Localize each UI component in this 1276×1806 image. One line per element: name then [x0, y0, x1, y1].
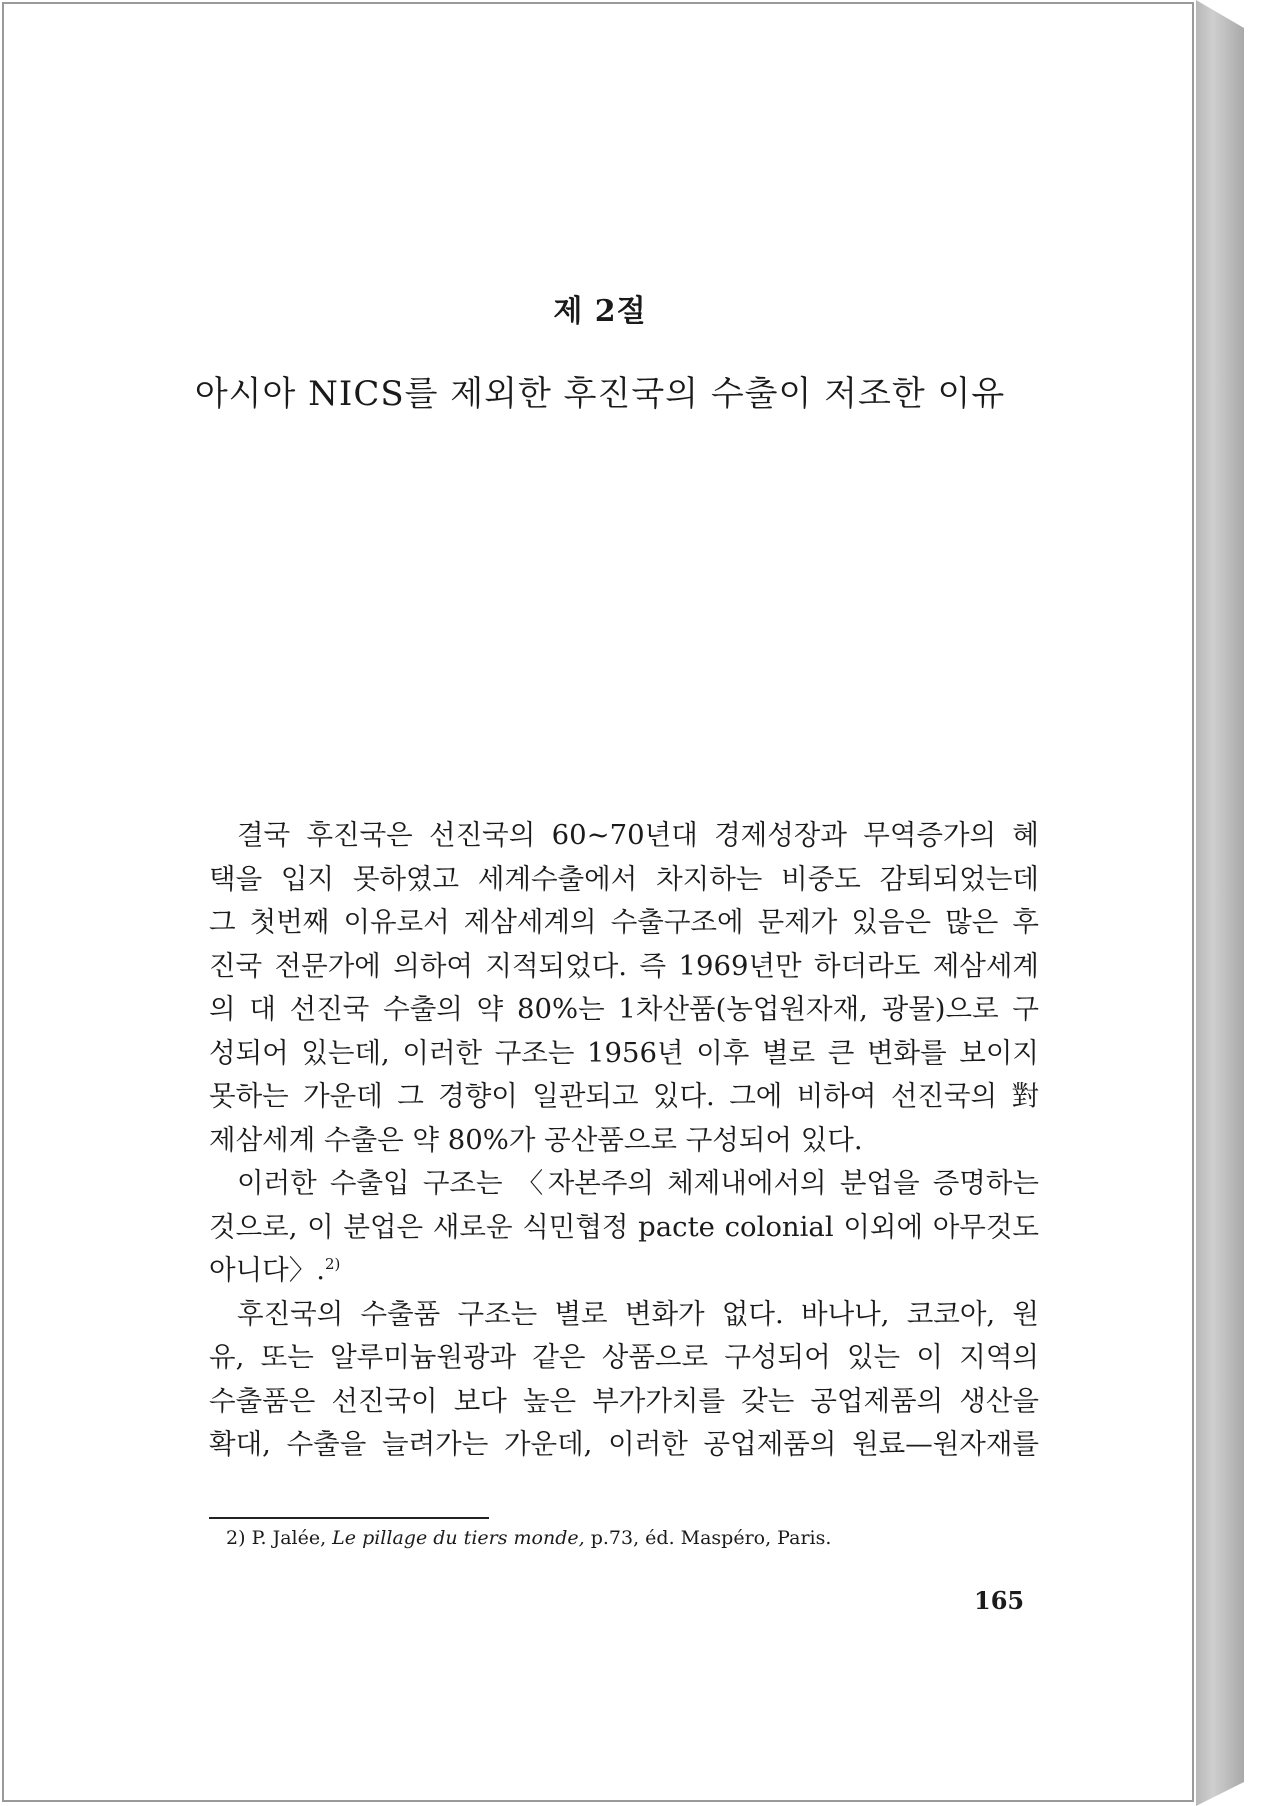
text-line: 그 첫번째 이유로서 제삼세계의 수출구조에 문제가 있음은 많은 후	[209, 906, 1039, 938]
text-line: 유, 또는 알루미늄원광과 같은 상품으로 구성되어 있는 이 지역의	[209, 1341, 1039, 1373]
text-line: 제삼세계 수출은 약 80%가 공산품으로 구성되어 있다.	[209, 1123, 863, 1156]
section-number: 제 2절	[553, 294, 647, 329]
section-title: 아시아 NICS를 제외한 후진국의 수출이 저조한 이유	[194, 374, 1006, 414]
text-line: 성되어 있는데, 이러한 구조는 1956년 이후 별로 큰 변화를 보이지	[209, 1036, 1039, 1069]
page-number: 165	[974, 1586, 1025, 1615]
footnote-divider	[209, 1517, 489, 1519]
text-line: 후진국의 수출품 구조는 별로 변화가 없다. 바나나, 코코아, 원	[237, 1297, 1039, 1330]
footnote-author: P. Jalée,	[251, 1527, 327, 1549]
text-line-with-footnote	[209, 1249, 1039, 1293]
text-line: 확대, 수출을 늘려가는 가운데, 이러한 공업제품의 원료—원자재를	[209, 1428, 1039, 1460]
footnote-marker: 2)	[226, 1527, 246, 1549]
text-line: 진국 전문가에 의하여 지적되었다. 즉 1969년만 하더라도 제삼세계	[209, 949, 1039, 982]
footnote-reference: 2)	[324, 1254, 341, 1273]
text-line: 택을 입지 못하였고 세계수출에서 차지하는 비중도 감퇴되었는데	[209, 862, 1039, 895]
footnote	[226, 1527, 831, 1549]
text-line: 못하는 가운데 그 경향이 일관되고 있다. 그에 비하여 선진국의 對	[209, 1080, 1039, 1112]
text-line: 의 대 선진국 수출의 약 80%는 1차산품(농업원자재, 광물)으로 구	[209, 993, 1039, 1025]
text-line: 것으로, 이 분업은 새로운 식민협정 pacte colonial 이외에 아무것도	[209, 1210, 1039, 1243]
footnote-details: p.73, éd. Maspéro, Paris.	[590, 1527, 832, 1549]
text-line: 이러한 수출입 구조는 〈자본주의 체제내에서의 분업을 증명하는	[237, 1167, 1039, 1199]
text-fragment: 아니다〉.	[209, 1254, 325, 1286]
footnote-book-title: Le pillage du tiers monde,	[332, 1527, 585, 1549]
page-stack-edge	[1196, 0, 1244, 1806]
book-page	[2, 2, 1194, 1802]
text-line: 수출품은 선진국이 보다 높은 부가가치를 갖는 공업제품의 생산을	[209, 1384, 1039, 1417]
body-text	[209, 814, 1039, 1467]
text-line: 결국 후진국은 선진국의 60~70년대 경제성장과 무역증가의 혜	[237, 819, 1039, 851]
